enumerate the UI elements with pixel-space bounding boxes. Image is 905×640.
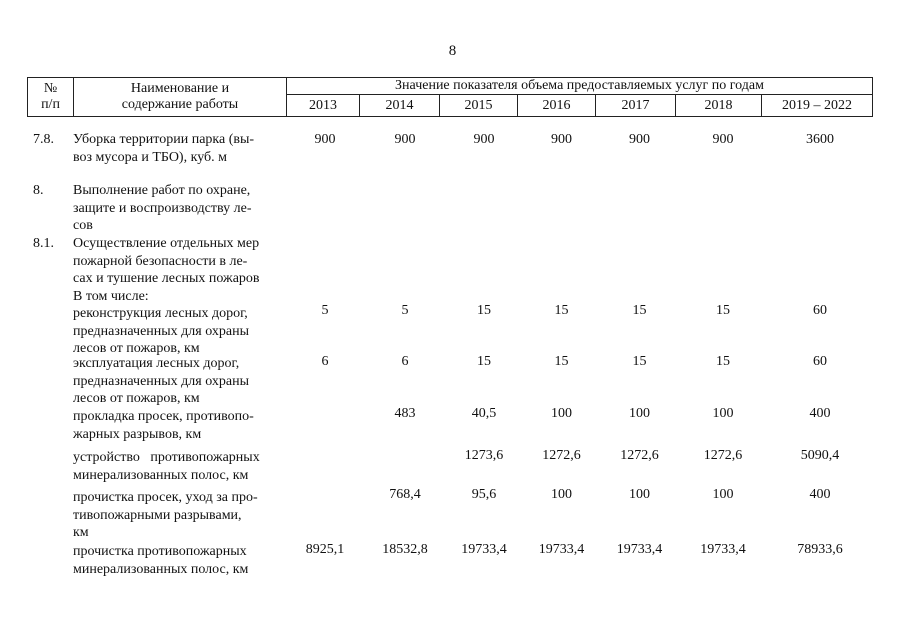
cell-value: 100 <box>629 487 650 502</box>
row-name: прокладка просек, противопо- жарных разрывов, км <box>73 409 254 442</box>
header-number-line1: № <box>43 81 58 96</box>
cell-value: 900 <box>394 132 416 147</box>
header-year-2016: 2016 <box>518 95 596 117</box>
cell-value: 8925,1 <box>305 542 345 557</box>
cell-value: 1272,6 <box>620 448 659 463</box>
header-number-cell <box>28 78 74 117</box>
cell-value: 6 <box>401 354 409 369</box>
cell-value: 60 <box>813 354 827 369</box>
cell-value: 15 <box>632 354 647 369</box>
cell-value: 19733,4 <box>461 542 507 557</box>
cell-value: 900 <box>314 132 336 147</box>
cell-value: 15 <box>554 303 569 318</box>
cell-value: 1273,6 <box>464 448 504 463</box>
row-name: Уборка территории парка (вы- воз мусора и ТБО), куб. м <box>73 132 255 165</box>
header-name-line1: Наименование и <box>130 81 230 96</box>
cell-value: 5090,4 <box>800 448 840 463</box>
cell-value: 100 <box>629 406 650 421</box>
cell-value: 15 <box>716 354 730 369</box>
cell-value: 1272,6 <box>542 448 581 463</box>
row-name: реконструкция лесных дорог, предназначенных для охраны лесов от пожаров, км <box>73 306 249 356</box>
header-year-2015: 2015 <box>440 95 518 117</box>
row-number: 8. <box>33 183 44 198</box>
cell-value: 483 <box>394 406 416 421</box>
row-name: эксплуатация лесных дорог, предназначенных для охраны лесов от пожаров, км <box>73 356 249 406</box>
cell-value: 100 <box>551 487 572 502</box>
cell-value: 900 <box>473 132 495 147</box>
header-year-2014: 2014 <box>360 95 440 117</box>
cell-value: 900 <box>629 132 650 147</box>
cell-value: 15 <box>554 354 569 369</box>
cell-value: 768,4 <box>389 487 421 502</box>
cell-value: 3600 <box>806 132 834 147</box>
header-year-2018: 2018 <box>676 95 762 117</box>
cell-value: 15 <box>477 303 491 318</box>
page-number: 8 <box>448 43 457 59</box>
header-name-line2: содержание работы <box>121 97 239 112</box>
row-name: прочистка просек, уход за про- тивопожарными разрывами, км <box>73 490 258 540</box>
cell-value: 400 <box>809 487 831 502</box>
row-name: Выполнение работ по охране, защите и воспроизводству ле- сов <box>73 183 252 233</box>
cell-value: 19733,4 <box>700 542 746 557</box>
cell-value: 95,6 <box>471 487 497 502</box>
header-year-2017: 2017 <box>596 95 676 117</box>
cell-value: 5 <box>401 303 409 318</box>
header-number-line2: п/п <box>41 97 60 112</box>
row-name: Осуществление отдельных мер пожарной безопасности в ле- сах и тушение лесных пожаров В том числе: <box>73 236 260 304</box>
cell-value: 100 <box>551 406 572 421</box>
cell-value: 5 <box>321 303 329 318</box>
row-name: устройство противопожарных минерализованных полос, км <box>73 450 260 483</box>
cell-value: 19733,4 <box>538 542 585 557</box>
table-header <box>27 77 873 117</box>
cell-value: 100 <box>712 406 734 421</box>
cell-value: 15 <box>716 303 730 318</box>
cell-value: 900 <box>551 132 572 147</box>
cell-value: 15 <box>632 303 647 318</box>
cell-value: 1272,6 <box>703 448 743 463</box>
cell-value: 40,5 <box>471 406 497 421</box>
cell-value: 78933,6 <box>797 542 843 557</box>
cell-value: 6 <box>321 354 329 369</box>
header-group-title: Значение показателя объема предоставляемых услуг по годам <box>287 78 873 95</box>
cell-value: 400 <box>809 406 831 421</box>
cell-value: 19733,4 <box>616 542 663 557</box>
header-year-2013: 2013 <box>287 95 360 117</box>
row-name: прочистка противопожарных минерализованных полос, км <box>73 544 249 577</box>
cell-value: 60 <box>813 303 827 318</box>
cell-value: 900 <box>712 132 734 147</box>
header-name-cell <box>74 78 287 117</box>
cell-value: 15 <box>477 354 491 369</box>
row-number: 8.1. <box>33 236 54 251</box>
row-number: 7.8. <box>33 132 54 147</box>
header-year-2019-2022: 2019 – 2022 <box>762 95 873 117</box>
cell-value: 18532,8 <box>382 542 428 557</box>
cell-value: 100 <box>712 487 734 502</box>
